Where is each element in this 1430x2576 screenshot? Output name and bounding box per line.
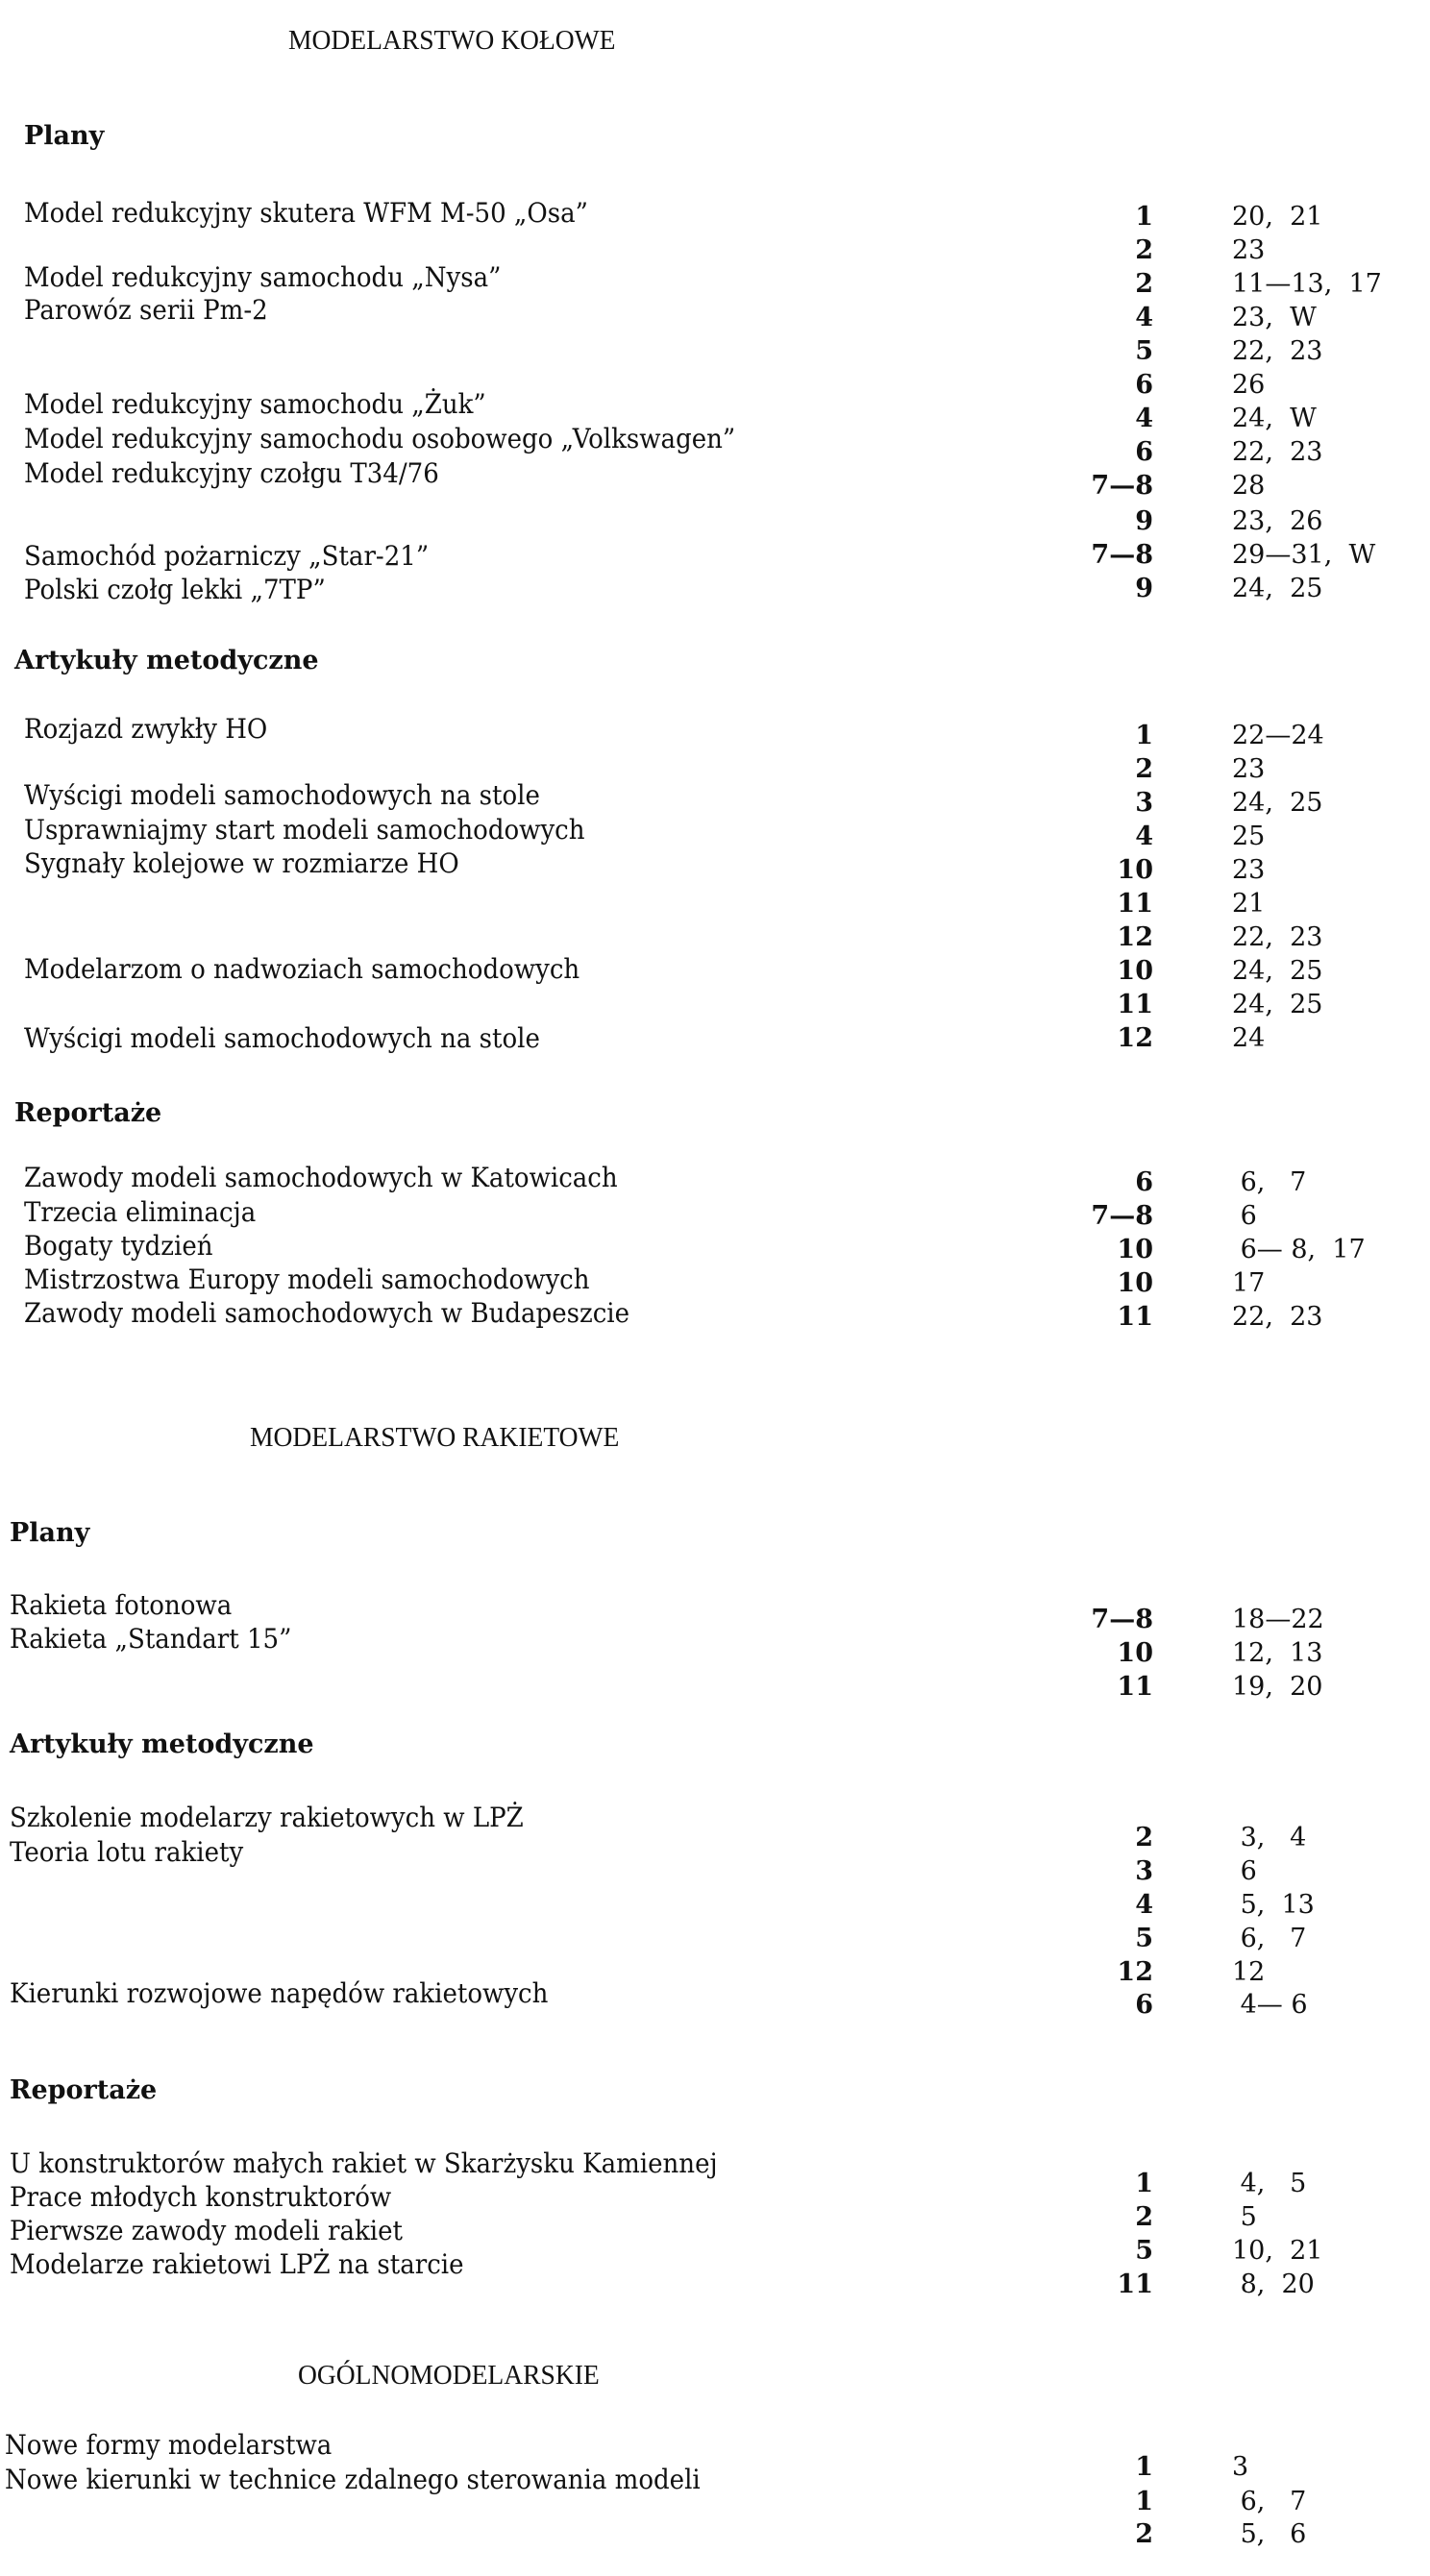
issue-number: 11 xyxy=(1117,889,1153,919)
page-numbers: 3 xyxy=(1232,2452,1249,2482)
issue-number: 9 xyxy=(1135,506,1153,536)
entry-title: Rakieta fotonowa xyxy=(10,1589,233,1621)
page-numbers: 20, 21 xyxy=(1232,202,1323,232)
page-numbers: 11—13, 17 xyxy=(1232,269,1382,299)
page-numbers: 23 xyxy=(1232,235,1266,265)
entry-title: Model redukcyjny czołgu T34/76 xyxy=(24,457,439,489)
page-numbers: 5, 6 xyxy=(1232,2519,1307,2549)
page-numbers: 24, 25 xyxy=(1232,788,1323,818)
issue-number: 4 xyxy=(1135,1890,1153,1920)
page-numbers: 22, 23 xyxy=(1232,1302,1323,1332)
entry-title: Pierwsze zawody modeli rakiet xyxy=(10,2215,403,2246)
page-numbers: 10, 21 xyxy=(1232,2236,1323,2266)
page-numbers: 25 xyxy=(1232,822,1266,851)
issue-number: 10 xyxy=(1117,1268,1153,1298)
issue-number: 7—8 xyxy=(1091,540,1153,570)
page-numbers: 24, W xyxy=(1232,404,1317,433)
entry-title: Model redukcyjny samochodu osobowego „Volkswagen” xyxy=(24,423,736,454)
issue-number: 10 xyxy=(1117,1638,1153,1668)
page-numbers: 23, W xyxy=(1232,303,1317,332)
issue-number: 3 xyxy=(1135,1856,1153,1886)
page-numbers: 22, 23 xyxy=(1232,922,1323,952)
entry-title: Parowóz serii Pm-2 xyxy=(24,294,268,326)
issue-number: 4 xyxy=(1135,822,1153,851)
issue-number: 11 xyxy=(1117,990,1153,1019)
page-numbers: 4, 5 xyxy=(1232,2169,1307,2198)
page-numbers: 18—22 xyxy=(1232,1605,1324,1634)
page-numbers: 4— 6 xyxy=(1232,1990,1308,2020)
issue-number: 1 xyxy=(1135,721,1153,750)
page-numbers: 23 xyxy=(1232,855,1266,885)
page-numbers: 28 xyxy=(1232,471,1266,501)
issue-number: 2 xyxy=(1135,235,1153,265)
page-numbers: 29—31, W xyxy=(1232,540,1376,570)
issue-number: 6 xyxy=(1135,1167,1153,1197)
page-numbers: 22, 23 xyxy=(1232,437,1323,467)
entry-title: Teoria lotu rakiety xyxy=(10,1836,244,1868)
group-heading: Artykuły metodyczne xyxy=(14,646,319,675)
entry-title: Rozjazd zwykły HO xyxy=(24,713,268,745)
page-numbers: 8, 20 xyxy=(1232,2269,1315,2299)
page-numbers: 22, 23 xyxy=(1232,336,1323,366)
page-numbers: 24, 25 xyxy=(1232,956,1323,986)
entry-title: Kierunki rozwojowe napędów rakietowych xyxy=(10,1977,549,2009)
issue-number: 1 xyxy=(1135,202,1153,232)
issue-number: 2 xyxy=(1135,1823,1153,1852)
page-numbers: 21 xyxy=(1232,889,1266,919)
entry-title: U konstruktorów małych rakiet w Skarżysku Kamiennej xyxy=(10,2147,718,2179)
issue-number: 12 xyxy=(1117,1023,1153,1053)
group-heading: Artykuły metodyczne xyxy=(10,1730,314,1759)
entry-title: Prace młodych konstruktorów xyxy=(10,2181,392,2213)
page-numbers: 6, 7 xyxy=(1232,1924,1307,1953)
group-heading: Reportaże xyxy=(10,2075,158,2105)
group-heading: Plany xyxy=(10,1518,90,1548)
entry-title: Modelarze rakietowi LPŻ na starcie xyxy=(10,2248,464,2280)
page-numbers: 6 xyxy=(1232,1201,1257,1231)
page-numbers: 12 xyxy=(1232,1957,1266,1987)
issue-number: 12 xyxy=(1117,1957,1153,1987)
page-numbers: 24 xyxy=(1232,1023,1266,1053)
entry-title: Zawody modeli samochodowych w Katowicach xyxy=(24,1162,618,1193)
issue-number: 9 xyxy=(1135,574,1153,603)
issue-number: 2 xyxy=(1135,754,1153,784)
issue-number: 3 xyxy=(1135,788,1153,818)
section-title: MODELARSTWO RAKIETOWE xyxy=(250,1422,620,1453)
issue-number: 11 xyxy=(1117,1672,1153,1702)
issue-number: 1 xyxy=(1135,2487,1153,2516)
issue-number: 2 xyxy=(1135,2519,1153,2549)
group-heading: Reportaże xyxy=(14,1098,162,1128)
issue-number: 7—8 xyxy=(1091,1605,1153,1634)
issue-number: 11 xyxy=(1117,1302,1153,1332)
page-numbers: 12, 13 xyxy=(1232,1638,1323,1668)
issue-number: 6 xyxy=(1135,370,1153,400)
page-numbers: 5, 13 xyxy=(1232,1890,1315,1920)
page-numbers: 17 xyxy=(1232,1268,1266,1298)
issue-number: 4 xyxy=(1135,303,1153,332)
issue-number: 4 xyxy=(1135,404,1153,433)
issue-number: 6 xyxy=(1135,437,1153,467)
page-numbers: 23 xyxy=(1232,754,1266,784)
section-title: MODELARSTWO KOŁOWE xyxy=(288,25,616,56)
entry-title: Mistrzostwa Europy modeli samochodowych xyxy=(24,1263,590,1295)
issue-number: 2 xyxy=(1135,2202,1153,2232)
entry-title: Polski czołg lekki „7TP” xyxy=(24,574,326,605)
entry-title: Model redukcyjny samochodu „Nysa” xyxy=(24,261,502,293)
entry-title: Usprawniajmy start modeli samochodowych xyxy=(24,814,585,846)
issue-number: 5 xyxy=(1135,1924,1153,1953)
entry-title: Rakieta „Standart 15” xyxy=(10,1623,292,1655)
entry-title: Trzecia eliminacja xyxy=(24,1196,257,1228)
page-numbers: 3, 4 xyxy=(1232,1823,1307,1852)
page-numbers: 22—24 xyxy=(1232,721,1324,750)
issue-number: 10 xyxy=(1117,1235,1153,1264)
entry-title: Nowe kierunki w technice zdalnego sterowania modeli xyxy=(5,2464,701,2495)
section-title: OGÓLNOMODELARSKIE xyxy=(298,2360,600,2391)
entry-title: Wyścigi modeli samochodowych na stole xyxy=(24,779,540,811)
issue-number: 1 xyxy=(1135,2169,1153,2198)
page-numbers: 23, 26 xyxy=(1232,506,1323,536)
group-heading: Plany xyxy=(24,121,105,151)
issue-number: 7—8 xyxy=(1091,1201,1153,1231)
entry-title: Wyścigi modeli samochodowych na stole xyxy=(24,1022,540,1054)
entry-title: Bogaty tydzień xyxy=(24,1230,213,1262)
issue-number: 7—8 xyxy=(1091,471,1153,501)
entry-title: Samochód pożarniczy „Star-21” xyxy=(24,540,430,572)
entry-title: Model redukcyjny skutera WFM M-50 „Osa” xyxy=(24,197,588,229)
page-numbers: 6, 7 xyxy=(1232,1167,1307,1197)
entry-title: Szkolenie modelarzy rakietowych w LPŻ xyxy=(10,1802,524,1833)
page-numbers: 24, 25 xyxy=(1232,990,1323,1019)
entry-title: Model redukcyjny samochodu „Żuk” xyxy=(24,388,486,420)
issue-number: 6 xyxy=(1135,1990,1153,2020)
page-numbers: 6— 8, 17 xyxy=(1232,1235,1366,1264)
page-numbers: 5 xyxy=(1232,2202,1257,2232)
page-numbers: 24, 25 xyxy=(1232,574,1323,603)
page-numbers: 19, 20 xyxy=(1232,1672,1323,1702)
page-numbers: 6, 7 xyxy=(1232,2487,1307,2516)
page-numbers: 26 xyxy=(1232,370,1266,400)
issue-number: 2 xyxy=(1135,269,1153,299)
issue-number: 12 xyxy=(1117,922,1153,952)
page-numbers: 6 xyxy=(1232,1856,1257,1886)
issue-number: 5 xyxy=(1135,2236,1153,2266)
issue-number: 1 xyxy=(1135,2452,1153,2482)
entry-title: Modelarzom o nadwoziach samochodowych xyxy=(24,953,580,985)
issue-number: 10 xyxy=(1117,956,1153,986)
entry-title: Nowe formy modelarstwa xyxy=(5,2429,333,2461)
entry-title: Zawody modeli samochodowych w Budapeszcie xyxy=(24,1297,630,1329)
issue-number: 10 xyxy=(1117,855,1153,885)
issue-number: 11 xyxy=(1117,2269,1153,2299)
entry-title: Sygnały kolejowe w rozmiarze HO xyxy=(24,847,459,879)
issue-number: 5 xyxy=(1135,336,1153,366)
